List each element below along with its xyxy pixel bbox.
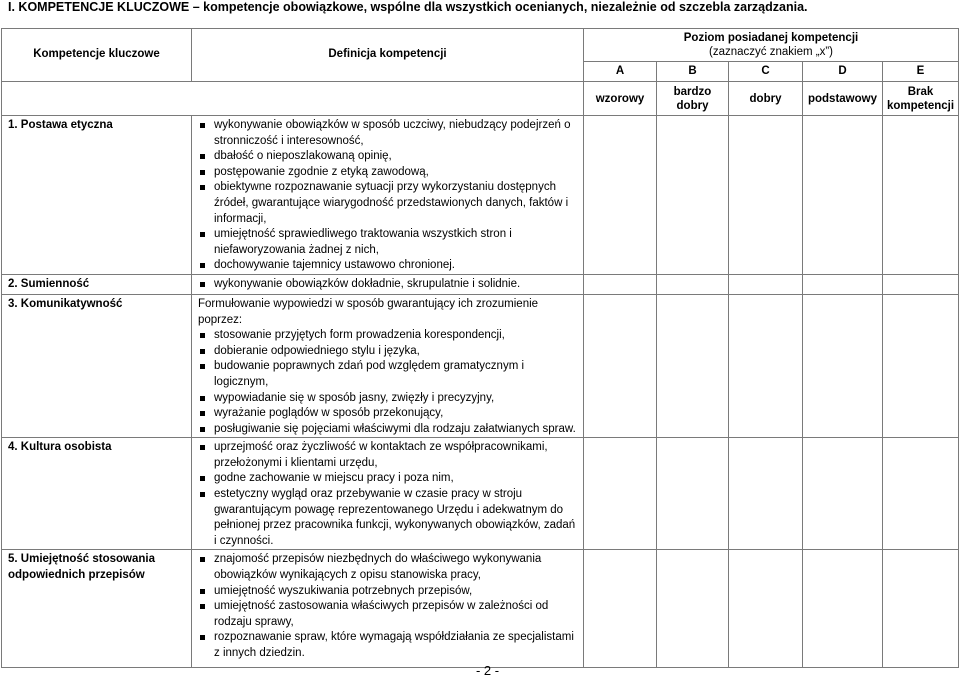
definition-list (198, 440, 579, 549)
definition-intro: Formułowanie wypowiedzi w sposób gwarantujący ich zrozumienie poprzez: (198, 297, 539, 326)
definition-bullet: wykonywanie obowiązków dokładnie, skrupulatnie i solidnie. (198, 277, 579, 293)
level-cell-a[interactable] (584, 438, 657, 550)
level-cell-e[interactable] (883, 274, 959, 294)
level-cell-b[interactable] (657, 550, 729, 668)
level-cell-a[interactable] (584, 274, 657, 294)
level-cell-d[interactable] (803, 438, 883, 550)
definition-bullet: estetyczny wygląd oraz przebywanie w czasie pracy w stroju gwarantującym powagę reprezentowanego Urzędu i adekwatnym do pełnionej przez pracownika funkcji, wykonywanych obowiązków, zadań i czynności. (198, 487, 579, 549)
level-cell-e[interactable] (883, 438, 959, 550)
competence-name: 5. Umiejętność stosowania odpowiednich przepisów (2, 550, 192, 668)
level-label-d: podstawowy (803, 82, 883, 116)
competence-name: 4. Kultura osobista (2, 438, 192, 550)
header-level (584, 29, 959, 62)
level-cell-d[interactable] (803, 116, 883, 275)
competence-definition (192, 294, 584, 437)
competence-row (2, 116, 959, 275)
definition-bullet: budowanie poprawnych zdań pod względem gramatycznym i logicznym, (198, 359, 579, 390)
level-letter-d: D (803, 62, 883, 82)
level-cell-b[interactable] (657, 274, 729, 294)
level-letter-c: C (729, 62, 803, 82)
definition-bullet: wykonywanie obowiązków w sposób uczciwy, niebudzący podejrzeń o stronniczość i interesowność, (198, 118, 579, 149)
level-subtitle: (zaznaczyć znakiem „x”) (709, 46, 833, 58)
level-cell-a[interactable] (584, 294, 657, 437)
definition-bullet: obiektywne rozpoznawanie sytuacji przy wykorzystaniu dostępnych źródeł, gwarantujące wiarygodność przedstawionych danych, faktów i informacji, (198, 180, 579, 227)
competences-table (1, 28, 959, 668)
level-cell-b[interactable] (657, 116, 729, 275)
header-competences: Kompetencje kluczowe (2, 29, 192, 82)
competence-definition (192, 438, 584, 550)
definition-bullet: wypowiadanie się w sposób jasny, zwięzły i precyzyjny, (198, 391, 579, 407)
level-label-b: bardzo dobry (657, 82, 729, 116)
definition-bullet: uprzejmość oraz życzliwość w kontaktach ze współpracownikami, przełożonymi i klientami urzędu, (198, 440, 579, 471)
level-letter-b: B (657, 62, 729, 82)
level-label-a: wzorowy (584, 82, 657, 116)
level-letter-e: E (883, 62, 959, 82)
level-cell-d[interactable] (803, 294, 883, 437)
competence-row (2, 438, 959, 550)
section-heading: I. KOMPETENCJE KLUCZOWE – kompetencje obowiązkowe, wspólne dla wszystkich ocenianych, niezależnie od szczebla zarządzania. (8, 0, 808, 14)
definition-bullet: dochowywanie tajemnicy ustawowo chronionej. (198, 258, 579, 274)
level-cell-e[interactable] (883, 116, 959, 275)
definition-list (198, 118, 579, 274)
definition-list (198, 552, 579, 661)
competence-name: 1. Postawa etyczna (2, 116, 192, 275)
page-number: - 2 - (475, 663, 500, 678)
definition-bullet: stosowanie przyjętych form prowadzenia korespondencji, (198, 328, 579, 344)
competence-definition (192, 274, 584, 294)
header-definition: Definicja kompetencji (192, 29, 584, 82)
definition-bullet: dbałość o nieposzlakowaną opinię, (198, 149, 579, 165)
level-cell-e[interactable] (883, 550, 959, 668)
level-letter-a: A (584, 62, 657, 82)
level-cell-a[interactable] (584, 550, 657, 668)
competence-definition (192, 550, 584, 668)
level-label-e: Brak kompetencji (883, 82, 959, 116)
level-cell-c[interactable] (729, 116, 803, 275)
level-cell-c[interactable] (729, 550, 803, 668)
definition-bullet: dobieranie odpowiedniego stylu i języka, (198, 344, 579, 360)
level-cell-c[interactable] (729, 294, 803, 437)
definition-list (198, 277, 579, 293)
competence-row (2, 274, 959, 294)
definition-bullet: posługiwanie się pojęciami właściwymi dla rodzaju załatwianych spraw. (198, 422, 579, 438)
definition-bullet: wyrażanie poglądów w sposób przekonujący, (198, 406, 579, 422)
level-title: Poziom posiadanej kompetencji (683, 32, 859, 44)
competence-name: 3. Komunikatywność (2, 294, 192, 437)
header-spacer-1 (2, 82, 192, 116)
competence-row (2, 550, 959, 668)
definition-bullet: umiejętność sprawiedliwego traktowania wszystkich stron i niefaworyzowania żadnej z nich, (198, 227, 579, 258)
definition-bullet: umiejętność wyszukiwania potrzebnych przepisów, (198, 584, 579, 600)
level-cell-a[interactable] (584, 116, 657, 275)
level-cell-c[interactable] (729, 274, 803, 294)
level-cell-e[interactable] (883, 294, 959, 437)
level-cell-b[interactable] (657, 438, 729, 550)
level-cell-d[interactable] (803, 274, 883, 294)
definition-bullet: umiejętność zastosowania właściwych przepisów w zależności od rodzaju sprawy, (198, 599, 579, 630)
header-spacer-2 (192, 82, 584, 116)
definition-bullet: rozpoznawanie spraw, które wymagają współdziałania ze specjalistami z innych dziedzin. (198, 630, 579, 661)
level-cell-d[interactable] (803, 550, 883, 668)
level-cell-b[interactable] (657, 294, 729, 437)
level-label-c: dobry (729, 82, 803, 116)
definition-bullet: postępowanie zgodnie z etyką zawodową, (198, 165, 579, 181)
competence-name: 2. Sumienność (2, 274, 192, 294)
level-cell-c[interactable] (729, 438, 803, 550)
competence-definition (192, 116, 584, 275)
competence-row (2, 294, 959, 437)
definition-list (198, 328, 579, 437)
definition-bullet: godne zachowanie w miejscu pracy i poza nim, (198, 471, 579, 487)
definition-bullet: znajomość przepisów niezbędnych do właściwego wykonywania obowiązków wynikających z opisu stanowiska pracy, (198, 552, 579, 583)
